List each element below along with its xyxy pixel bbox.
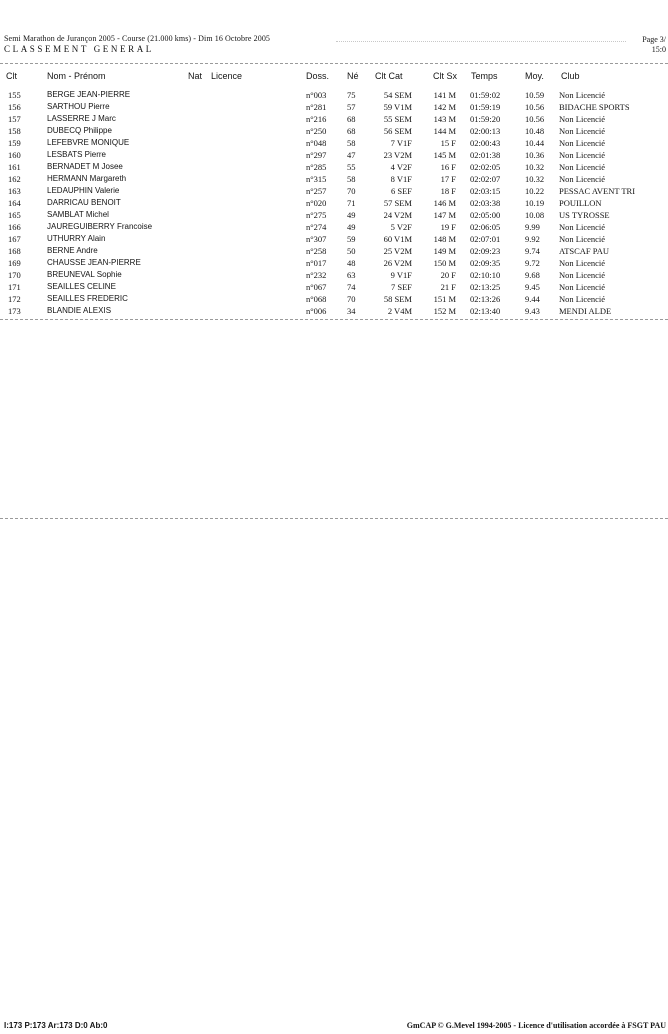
lower-divider: [0, 518, 668, 519]
table-row: [0, 185, 668, 197]
cell-temps: 02:01:38: [470, 150, 501, 160]
cell-ne: 59: [347, 234, 356, 244]
cell-ne: 63: [347, 270, 356, 280]
cell-doss: n°307: [306, 234, 327, 244]
cell-nom: SEAILLES FREDERIC: [47, 294, 128, 303]
cell-temps: 02:13:25: [470, 282, 501, 292]
table-row: [0, 149, 668, 161]
cell-moy: 10.56: [525, 102, 545, 112]
cell-moy: 10.56: [525, 114, 545, 124]
cell-ne: 58: [347, 138, 356, 148]
cell-temps: 01:59:20: [470, 114, 501, 124]
cell-clt: 166: [8, 222, 21, 232]
cell-doss: n°067: [306, 282, 327, 292]
col-clt-cat: Clt Cat: [375, 71, 403, 81]
cell-nom: LEDAUPHIN Valerie: [47, 186, 120, 195]
cell-clt-cat: 56 SEM: [383, 126, 412, 136]
cell-doss: n°275: [306, 210, 327, 220]
cell-moy: 9.92: [525, 234, 540, 244]
cell-doss: n°281: [306, 102, 327, 112]
cell-clt: 162: [8, 174, 21, 184]
cell-temps: 02:07:01: [470, 234, 501, 244]
cell-doss: n°216: [306, 114, 327, 124]
table-row: [0, 113, 668, 125]
table-row: [0, 221, 668, 233]
cell-temps: 02:06:05: [470, 222, 501, 232]
table-row: [0, 305, 668, 317]
cell-ne: 47: [347, 150, 356, 160]
col-moy: Moy.: [525, 71, 544, 81]
header-divider: [0, 63, 668, 64]
cell-clt-cat: 58 SEM: [383, 294, 412, 304]
cell-temps: 02:02:07: [470, 174, 501, 184]
cell-ne: 48: [347, 258, 356, 268]
footer-stats: I:173 P:173 Ar:173 D:0 Ab:0: [4, 1021, 108, 1030]
cell-club: ATSCAF PAU: [559, 246, 609, 256]
cell-nom: UTHURRY Alain: [47, 234, 106, 243]
cell-ne: 74: [347, 282, 356, 292]
cell-club: Non Licencié: [559, 270, 606, 280]
cell-moy: 9.68: [525, 270, 540, 280]
cell-clt: 173: [8, 306, 21, 316]
cell-moy: 10.32: [525, 162, 545, 172]
cell-nom: LASSERRE J Marc: [47, 114, 116, 123]
cell-doss: n°258: [306, 246, 327, 256]
cell-doss: n°297: [306, 150, 327, 160]
cell-doss: n°232: [306, 270, 327, 280]
cell-clt: 159: [8, 138, 21, 148]
cell-clt-cat: 57 SEM: [383, 198, 412, 208]
cell-doss: n°048: [306, 138, 327, 148]
cell-clt: 167: [8, 234, 21, 244]
cell-nom: SAMBLAT Michel: [47, 210, 109, 219]
cell-clt-cat: 7 SEF: [390, 282, 412, 292]
cell-temps: 02:13:40: [470, 306, 501, 316]
cell-temps: 02:05:00: [470, 210, 501, 220]
cell-clt-sx: 18 F: [440, 186, 456, 196]
cell-clt-sx: 146 M: [433, 198, 456, 208]
cell-club: Non Licencié: [559, 282, 606, 292]
cell-club: MENDI ALDE: [559, 306, 612, 316]
cell-clt-sx: 17 F: [440, 174, 456, 184]
cell-nom: LEFEBVRE MONIQUE: [47, 138, 130, 147]
table-row: [0, 257, 668, 269]
cell-nom: BERNE Andre: [47, 246, 98, 255]
cell-moy: 9.74: [525, 246, 540, 256]
cell-clt-cat: 7 V1F: [390, 138, 412, 148]
table-row: [0, 269, 668, 281]
table-row: [0, 125, 668, 137]
cell-clt-sx: 16 F: [440, 162, 456, 172]
cell-clt-sx: 141 M: [433, 90, 456, 100]
table-row: [0, 233, 668, 245]
cell-clt: 160: [8, 150, 21, 160]
cell-temps: 02:03:15: [470, 186, 501, 196]
cell-ne: 68: [347, 114, 356, 124]
cell-moy: 9.72: [525, 258, 540, 268]
cell-temps: 02:00:13: [470, 126, 501, 136]
cell-club: Non Licencié: [559, 174, 606, 184]
cell-clt-cat: 9 V1F: [390, 270, 412, 280]
cell-clt-sx: 145 M: [433, 150, 456, 160]
cell-clt-cat: 4 V2F: [390, 162, 412, 172]
cell-temps: 01:59:19: [470, 102, 501, 112]
cell-nom: BREUNEVAL Sophie: [47, 270, 122, 279]
cell-moy: 10.19: [525, 198, 545, 208]
cell-club: Non Licencié: [559, 162, 606, 172]
results-table: [0, 89, 668, 317]
cell-doss: n°315: [306, 174, 327, 184]
cell-ne: 55: [347, 162, 356, 172]
col-nom: Nom - Prénom: [47, 71, 106, 81]
cell-clt-cat: 55 SEM: [383, 114, 412, 124]
col-licence: Licence: [211, 71, 243, 81]
cell-clt-cat: 26 V2M: [383, 258, 412, 268]
cell-nom: SEAILLES CELINE: [47, 282, 116, 291]
cell-moy: 10.22: [525, 186, 545, 196]
cell-clt-cat: 23 V2M: [383, 150, 412, 160]
cell-clt-sx: 20 F: [440, 270, 456, 280]
cell-moy: 10.32: [525, 174, 545, 184]
cell-temps: 02:09:35: [470, 258, 501, 268]
print-time: 15:0: [651, 45, 666, 54]
cell-ne: 70: [347, 186, 356, 196]
cell-doss: n°250: [306, 126, 327, 136]
table-row: [0, 173, 668, 185]
cell-clt-sx: 150 M: [433, 258, 456, 268]
cell-ne: 75: [347, 90, 356, 100]
cell-moy: 10.44: [525, 138, 545, 148]
cell-clt-sx: 152 M: [433, 306, 456, 316]
cell-temps: 01:59:02: [470, 90, 501, 100]
cell-club: BIDACHE SPORTS: [559, 102, 630, 112]
col-clt: Clt: [6, 71, 17, 81]
cell-clt-cat: 59 V1M: [383, 102, 412, 112]
cell-clt-sx: 19 F: [440, 222, 456, 232]
cell-clt-sx: 15 F: [440, 138, 456, 148]
table-row: [0, 245, 668, 257]
cell-ne: 49: [347, 210, 356, 220]
col-nat: Nat: [188, 71, 203, 81]
cell-nom: LESBATS Pierre: [47, 150, 106, 159]
cell-clt-cat: 5 V2F: [390, 222, 412, 232]
col-ne: Né: [347, 71, 359, 81]
col-club: Club: [561, 71, 580, 81]
cell-nom: DARRICAU BENOIT: [47, 198, 121, 207]
cell-clt: 163: [8, 186, 21, 196]
cell-clt: 172: [8, 294, 21, 304]
cell-temps: 02:10:10: [470, 270, 501, 280]
cell-club: PESSAC AVENT TRI: [559, 186, 636, 196]
cell-clt-sx: 148 M: [433, 234, 456, 244]
page-title: CLASSEMENT GENERAL: [4, 44, 154, 54]
cell-doss: n°020: [306, 198, 327, 208]
cell-temps: 02:03:38: [470, 198, 501, 208]
cell-clt-cat: 24 V2M: [383, 210, 412, 220]
cell-clt: 168: [8, 246, 21, 256]
table-row: [0, 293, 668, 305]
cell-temps: 02:13:26: [470, 294, 501, 304]
cell-club: Non Licencié: [559, 90, 606, 100]
cell-clt: 155: [8, 90, 21, 100]
cell-moy: 10.48: [525, 126, 545, 136]
cell-clt: 157: [8, 114, 21, 124]
cell-ne: 50: [347, 246, 356, 256]
cell-nom: BLANDIE ALEXIS: [47, 306, 112, 315]
cell-club: Non Licencié: [559, 114, 606, 124]
table-row: [0, 281, 668, 293]
table-row: [0, 161, 668, 173]
cell-doss: n°006: [306, 306, 327, 316]
cell-nom: JAUREGUIBERRY Francoise: [47, 222, 153, 231]
cell-club: POUILLON: [559, 198, 602, 208]
cell-temps: 02:02:05: [470, 162, 501, 172]
cell-moy: 9.99: [525, 222, 540, 232]
cell-clt-sx: 149 M: [433, 246, 456, 256]
cell-clt-cat: 60 V1M: [383, 234, 412, 244]
cell-clt: 158: [8, 126, 21, 136]
cell-moy: 10.59: [525, 90, 545, 100]
cell-nom: SARTHOU Pierre: [47, 102, 110, 111]
col-temps: Temps: [471, 71, 498, 81]
cell-club: Non Licencié: [559, 138, 606, 148]
cell-clt-cat: 6 SEF: [390, 186, 412, 196]
page-number: Page 3/: [642, 35, 666, 44]
cell-club: Non Licencié: [559, 150, 606, 160]
cell-doss: n°017: [306, 258, 327, 268]
cell-ne: 57: [347, 102, 356, 112]
cell-club: US TYROSSE: [559, 210, 610, 220]
cell-nom: DUBECQ Philippe: [47, 126, 112, 135]
table-row: [0, 209, 668, 221]
cell-clt-sx: 147 M: [433, 210, 456, 220]
cell-clt: 164: [8, 198, 21, 208]
cell-clt: 161: [8, 162, 21, 172]
cell-club: Non Licencié: [559, 234, 606, 244]
cell-club: Non Licencié: [559, 258, 606, 268]
cell-club: Non Licencié: [559, 126, 606, 136]
cell-moy: 9.44: [525, 294, 540, 304]
cell-clt: 171: [8, 282, 21, 292]
cell-ne: 58: [347, 174, 356, 184]
cell-clt-sx: 142 M: [433, 102, 456, 112]
cell-doss: n°274: [306, 222, 327, 232]
cell-club: Non Licencié: [559, 294, 606, 304]
cell-ne: 71: [347, 198, 356, 208]
event-header: Semi Marathon de Jurançon 2005 - Course (21.000 kms) - Dim 16 Octobre 2005: [4, 34, 271, 43]
cell-nom: CHAUSSE JEAN-PIERRE: [47, 258, 141, 267]
col-doss: Doss.: [306, 71, 330, 81]
cell-clt-cat: 25 V2M: [383, 246, 412, 256]
cell-doss: n°257: [306, 186, 327, 196]
cell-doss: n°285: [306, 162, 327, 172]
cell-ne: 34: [347, 306, 356, 316]
cell-clt: 165: [8, 210, 21, 220]
footer-copyright: GmCAP © G.Mevel 1994-2005 - Licence d'utilisation accordée à FSGT PAU: [406, 1021, 666, 1030]
table-row: [0, 137, 668, 149]
cell-ne: 70: [347, 294, 356, 304]
cell-clt-sx: 151 M: [433, 294, 456, 304]
cell-moy: 10.08: [525, 210, 545, 220]
cell-clt-sx: 143 M: [433, 114, 456, 124]
cell-clt-sx: 21 F: [440, 282, 456, 292]
cell-moy: 10.36: [525, 150, 545, 160]
cell-nom: HERMANN Margareth: [47, 174, 127, 183]
cell-clt-cat: 8 V1F: [390, 174, 412, 184]
cell-doss: n°003: [306, 90, 327, 100]
cell-temps: 02:09:23: [470, 246, 501, 256]
header-dotted-line: [336, 41, 626, 42]
cell-moy: 9.43: [525, 306, 540, 316]
cell-clt: 170: [8, 270, 21, 280]
cell-nom: BERNADET M Josee: [47, 162, 123, 171]
cell-clt: 169: [8, 258, 21, 268]
cell-clt-cat: 2 V4M: [387, 306, 412, 316]
cell-nom: BERGE JEAN-PIERRE: [47, 90, 131, 99]
cell-clt-sx: 144 M: [433, 126, 456, 136]
cell-doss: n°068: [306, 294, 327, 304]
col-clt-sx: Clt Sx: [433, 71, 458, 81]
cell-club: Non Licencié: [559, 222, 606, 232]
table-row: [0, 89, 668, 101]
cell-temps: 02:00:43: [470, 138, 501, 148]
cell-ne: 49: [347, 222, 356, 232]
cell-clt: 156: [8, 102, 21, 112]
table-row: [0, 197, 668, 209]
table-bottom-divider: [0, 319, 668, 320]
cell-moy: 9.45: [525, 282, 540, 292]
table-row: [0, 101, 668, 113]
cell-ne: 68: [347, 126, 356, 136]
cell-clt-cat: 54 SEM: [383, 90, 412, 100]
